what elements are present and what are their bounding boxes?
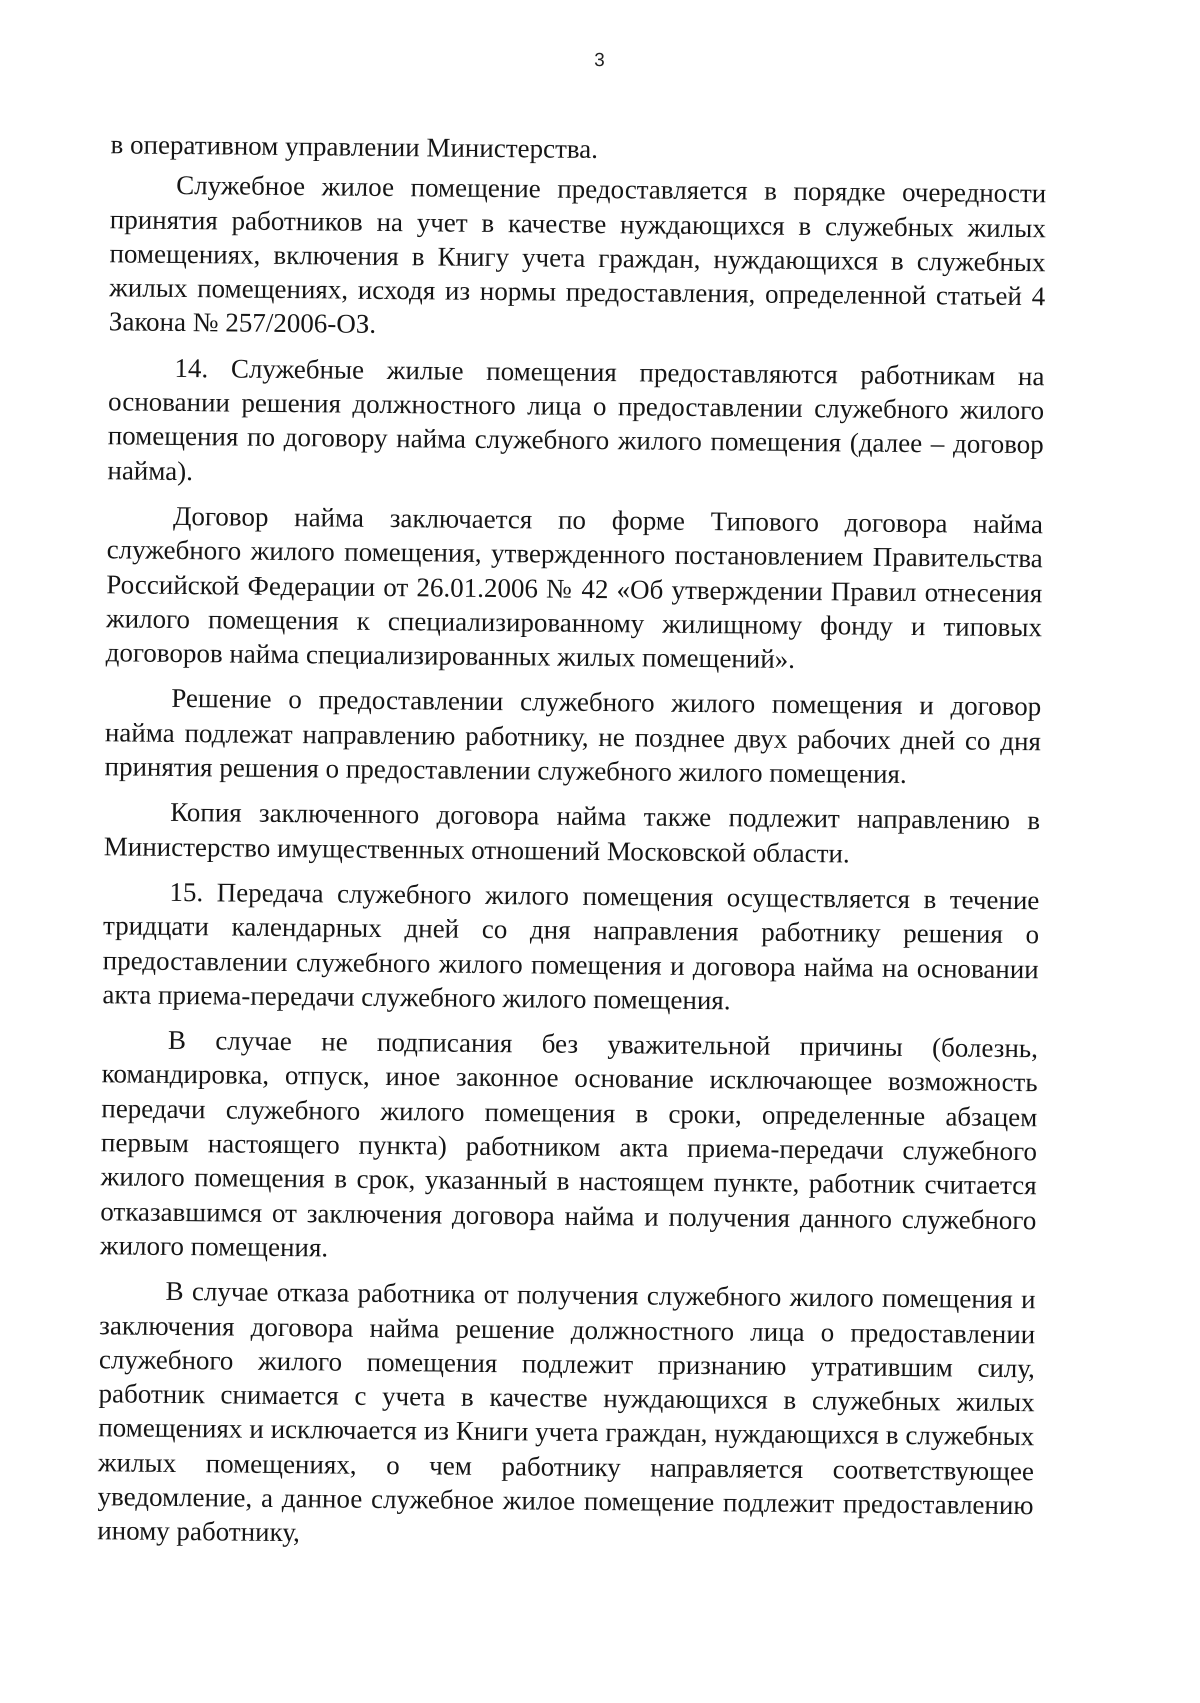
paragraph-item-15: 15. Передача служебного жилого помещения осуществляется в течение тридцати календарных дней со дня направления работнику решения о предоставлении служебного жилого помещения и договора найма на основании акта приема-передачи служебного жилого помещения. xyxy=(102,876,1040,1016)
page-number: 3 xyxy=(594,49,605,72)
paragraph-unsigned-act: В случае не подписания без уважительной причины (болезнь, командировка, отпуск, иное законное основание исключающее возможность передачи служебного жилого помещения в сроки, определенные абзацем первым настоящего пункта) работником акта приема-передачи служебного жилого помещения в срок, указанный в настоящем пункте, работник считается отказавшимся от заключения договора найма и получения данного служебного жилого помещения. xyxy=(99,1025,1039,1263)
paragraph-contract-copy: Копия заключенного договора найма также подлежит направлению в Министерство имущественных отношений Московской области. xyxy=(103,797,1041,869)
paragraph-continuation: в оперативном управлении Министерства. xyxy=(110,129,599,164)
document-body xyxy=(97,127,1047,1567)
paragraph-decision-delivery: Решение о предоставлении служебного жилого помещения и договор найма подлежат направлению работнику, не позднее двух рабочих дней со дня принятия решения о предоставлении служебного жилого помещения. xyxy=(104,683,1042,790)
paragraph-item-14: 14. Служебные жилые помещения предоставляются работникам на основании решения должностного лица о предоставлении служебного жилого помещения по договору найма служебного жилого помещения (далее – договор найма). xyxy=(107,352,1045,486)
paragraph-lease-contract-form: Договор найма заключается по форме Типового договора найма служебного жилого помещения, утвержденного постановлением Правительства Российской Федерации от 26.01.2006 № 42 «Об утверждении Правил отнесения жилого помещения к специализированному жилищному фонду и типовых договоров найма специализированных жилых помещений». xyxy=(105,500,1044,675)
paragraph-housing-queue: Служебное жилое помещение предоставляется в порядке очередности принятия работников на учет в качестве нуждающихся в служебных жилых помещениях, включения в Книгу учета граждан, нуждающихся в служебных жилых помещениях, исходя из нормы предоставления, определенной статьей 4 Закона № 257/2006-ОЗ. xyxy=(108,170,1047,340)
paragraph-refusal: В случае отказа работника от получения служебного жилого помещения и заключения договора найма решение должностного лица о предоставлении служебного жилого помещения подлежит признанию утратившим силу, работник снимается с учета в качестве нуждающихся в служебных жилых помещениях и исключается из Книги учета граждан, нуждающихся в служебных жилых помещениях, о чем работнику направляется соответствующее уведомление, а данное служебное жилое помещение подлежит предоставлению иному работнику, xyxy=(97,1276,1036,1548)
